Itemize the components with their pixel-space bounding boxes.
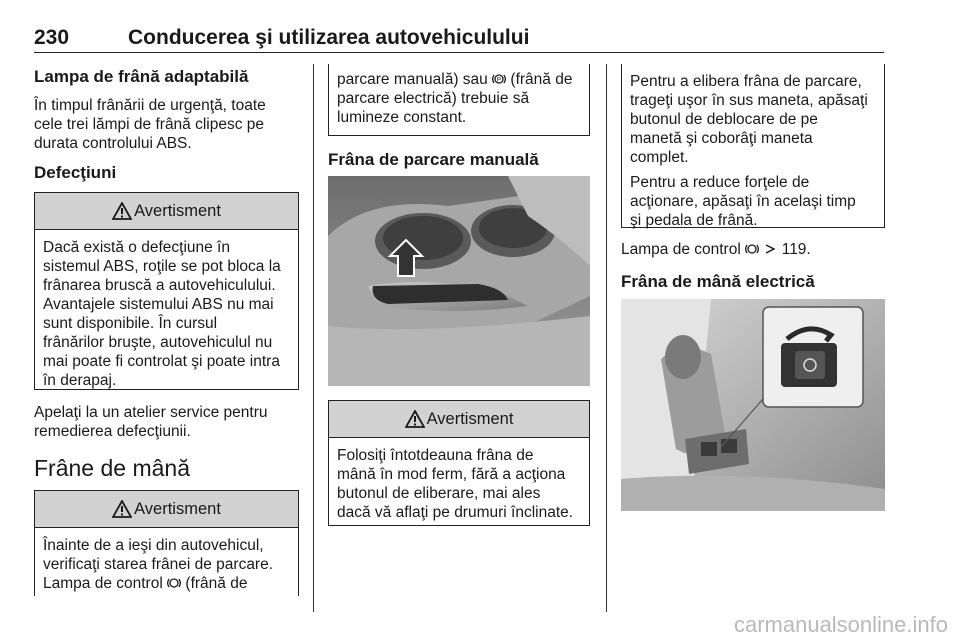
heading-electric-parking-brake: Frâna de mână electrică	[621, 272, 815, 291]
text-line: lumineze constant.	[337, 109, 467, 126]
para-service	[34, 403, 304, 441]
warning-triangle-icon	[405, 410, 425, 428]
text-line: Dacă există o defecţiune în	[43, 239, 230, 256]
warning-triangle-icon	[112, 202, 132, 220]
text-line: Pentru a reduce forţele de	[630, 174, 810, 191]
text-line-with-icon	[43, 574, 290, 593]
text-fragment: Lampa de control	[621, 241, 741, 258]
warning-box-parking	[34, 490, 299, 596]
text-line: parcare electrică) trebuie să	[337, 90, 530, 107]
warning-box-continued	[328, 64, 590, 136]
brake-lamp-icon	[745, 242, 759, 256]
para-adaptive-lamp	[34, 96, 304, 153]
text-line: Avantajele sistemului ABS nu mai	[43, 296, 274, 313]
text-line: butonul de eliberare, mai ales	[337, 485, 541, 502]
column-divider-1	[313, 64, 314, 612]
text-line: acţionare, apăsaţi în acelaşi timp	[630, 193, 856, 210]
warning-title: Avertisment	[134, 201, 221, 220]
page-reference-link[interactable]: 119.	[781, 241, 811, 258]
text-line: în derapaj.	[43, 372, 117, 389]
page-reference-icon[interactable]	[763, 242, 777, 256]
text-line: manetă şi coborâţi maneta	[630, 130, 813, 147]
heading-manual-parking-brake: Frâna de parcare manuală	[328, 150, 539, 169]
heading-adaptive-brake-lamp: Lampa de frână adaptabilă	[34, 67, 249, 86]
warning-title: Avertisment	[426, 409, 514, 428]
svg-text:P: P	[497, 77, 502, 84]
heading-faults: Defecţiuni	[34, 163, 117, 182]
text-line-with-icon	[337, 70, 581, 89]
text-line: sistemul ABS, roţile se pot bloca la	[43, 258, 281, 275]
text-line: Înainte de a ieşi din autovehicul,	[43, 537, 264, 554]
text-line: trageţi uşor în sus maneta, apăsaţi	[630, 92, 868, 109]
text-line: complet.	[630, 149, 689, 166]
text-line: Pentru a elibera frâna de parcare,	[630, 73, 862, 90]
brake-lamp-icon	[492, 72, 506, 86]
text-fragment: (frână de	[510, 71, 573, 88]
text-line: Apelaţi la un atelier service pentru	[34, 404, 268, 421]
warning-title: Avertisment	[134, 499, 221, 518]
warning-box-manual-brake	[328, 400, 590, 526]
text-line: butonul de deblocare de pe	[630, 111, 818, 128]
text-line: sunt disponibile. În cursul	[43, 315, 218, 332]
page-header	[34, 18, 884, 53]
warning-header	[329, 401, 589, 438]
text-line: dacă vă aflaţi pe drumuri înclinate.	[337, 504, 574, 521]
text-line: verificaţi starea frânei de parcare.	[43, 556, 274, 573]
warning-header	[35, 491, 298, 528]
text-line: cele trei lămpi de frână clipesc pe	[34, 116, 265, 133]
warning-box-abs	[34, 192, 299, 390]
warning-header	[35, 193, 298, 230]
text-line: În timpul frânării de urgenţă, toate	[34, 97, 266, 114]
text-line: mai poate fi controlat şi poate intra	[43, 353, 280, 370]
control-lamp-reference	[621, 240, 811, 259]
instructions-box	[621, 64, 885, 228]
text-fragment: parcare manuală) sau	[337, 71, 488, 88]
electric-parking-brake-image	[621, 299, 885, 511]
text-line: frânărilor bruşte, autovehiculul nu	[43, 334, 273, 351]
footer-watermark-url: carmanualsonline.info	[733, 612, 948, 637]
manual-parking-brake-image	[328, 176, 590, 386]
heading-handbrakes: Frâne de mână	[34, 455, 190, 481]
page-title: Conducerea şi utilizarea autovehiculului	[128, 26, 530, 49]
warning-triangle-icon	[112, 500, 132, 518]
page-number: 230	[34, 26, 70, 49]
brake-lamp-icon	[167, 576, 181, 590]
text-line: mână în mod ferm, fără a acţiona	[337, 466, 566, 483]
text-fragment: Lampa de control	[43, 575, 163, 592]
text-line: frânarea bruscă a autovehiculului.	[43, 277, 276, 294]
text-line: remedierea defecţiunii.	[34, 423, 191, 440]
text-line: durata controlului ABS.	[34, 135, 192, 152]
text-fragment: (frână de	[185, 575, 248, 592]
text-line: şi pedala de frână.	[630, 212, 758, 229]
text-line: Folosiţi întotdeauna frâna de	[337, 447, 534, 464]
column-divider-2	[606, 64, 607, 612]
